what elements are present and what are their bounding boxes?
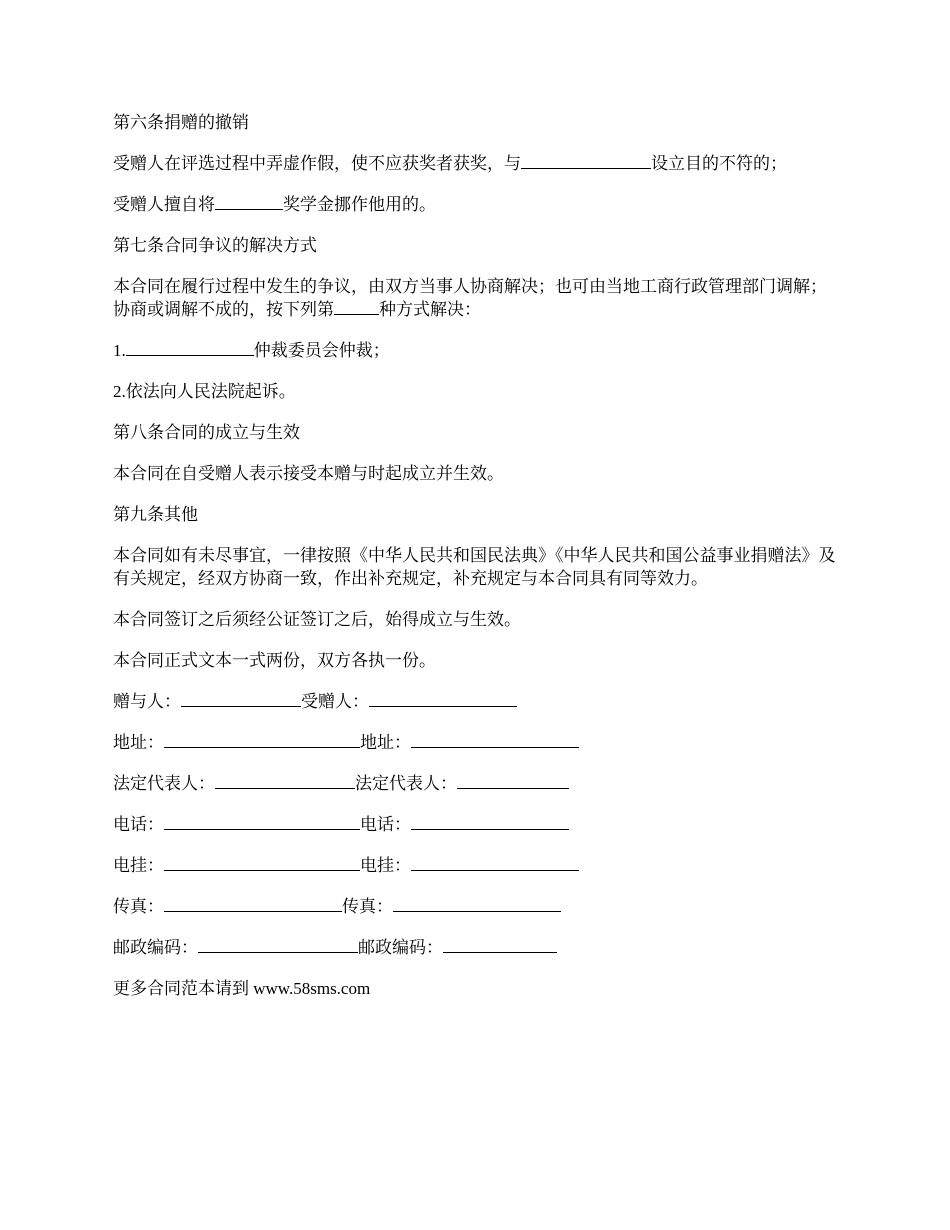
phone-blank	[164, 814, 360, 830]
article-6-clause-1	[113, 152, 843, 175]
fill-blank	[215, 194, 283, 210]
fax-label: 传真：	[113, 897, 164, 916]
telex-label: 电挂：	[360, 856, 411, 875]
clause-text: 设立目的不符的；	[651, 154, 787, 173]
fill-blank	[126, 340, 254, 356]
article-9-body-1: 本合同如有未尽事宜，一律按照《中华人民共和国民法典》《中华人民共和国公益事业捐赠法》及有关规定，经双方协商一致，作出补充规定，补充规定与本合同具有同等效力。	[113, 546, 836, 588]
signature-parties-row	[113, 690, 843, 713]
fill-blank	[521, 153, 651, 169]
clause-text: 受赠人擅自将	[113, 195, 215, 214]
phone-row	[113, 813, 843, 836]
footer-note: 更多合同范本请到 www.58sms.com	[113, 979, 371, 998]
representative-blank	[457, 773, 569, 789]
article-9-body-3: 本合同正式文本一式两份，双方各执一份。	[113, 651, 436, 670]
article-7-body	[113, 275, 843, 321]
phone-blank	[411, 814, 569, 830]
article-7-option-2: 2.依法向人民法院起诉。	[113, 382, 296, 401]
telex-blank	[164, 855, 360, 871]
address-row	[113, 731, 843, 754]
article-8-title: 第八条合同的成立与生效	[113, 423, 300, 442]
clause-text: 种方式解决：	[379, 300, 481, 319]
zip-blank	[443, 937, 557, 953]
article-7-option-1	[113, 339, 843, 362]
donee-blank	[369, 691, 517, 707]
phone-label: 电话：	[360, 815, 411, 834]
fax-blank	[164, 896, 342, 912]
address-blank	[411, 732, 579, 748]
donee-label: 受赠人：	[301, 692, 369, 711]
article-7-title: 第七条合同争议的解决方式	[113, 236, 317, 255]
fax-blank	[393, 896, 561, 912]
address-label: 地址：	[360, 733, 411, 752]
donor-blank	[181, 691, 301, 707]
clause-text: 1.	[113, 341, 126, 360]
telex-label: 电挂：	[113, 856, 164, 875]
representative-row	[113, 772, 843, 795]
clause-text: 奖学金挪作他用的。	[283, 195, 436, 214]
article-6-clause-2	[113, 193, 843, 216]
zip-blank	[198, 937, 358, 953]
address-blank	[164, 732, 360, 748]
representative-label: 法定代表人：	[355, 774, 457, 793]
representative-label: 法定代表人：	[113, 774, 215, 793]
phone-label: 电话：	[113, 815, 164, 834]
fax-row	[113, 895, 843, 918]
article-6-title: 第六条捐赠的撤销	[113, 113, 249, 132]
fax-label: 传真：	[342, 897, 393, 916]
donor-label: 赠与人：	[113, 692, 181, 711]
telex-row	[113, 854, 843, 877]
clause-text: 受赠人在评选过程中弄虚作假，使不应获奖者获奖，与	[113, 154, 521, 173]
telex-blank	[411, 855, 579, 871]
zip-label: 邮政编码：	[358, 938, 443, 957]
zip-row	[113, 936, 843, 959]
clause-text: 仲裁委员会仲裁；	[253, 341, 390, 360]
representative-blank	[215, 773, 355, 789]
article-9-title: 第九条其他	[113, 505, 198, 524]
clause-text: 本合同在履行过程中发生的争议，由双方当事人协商解决；也可由当地工商行政管理部门调解；协商或调解不成的，按下列第	[113, 277, 827, 319]
article-8-body: 本合同在自受赠人表示接受本赠与时起成立并生效。	[113, 464, 504, 483]
contract-page	[113, 111, 843, 1018]
fill-blank	[334, 299, 379, 315]
article-9-body-2: 本合同签订之后须经公证签订之后，始得成立与生效。	[113, 610, 521, 629]
zip-label: 邮政编码：	[113, 938, 198, 957]
address-label: 地址：	[113, 733, 164, 752]
